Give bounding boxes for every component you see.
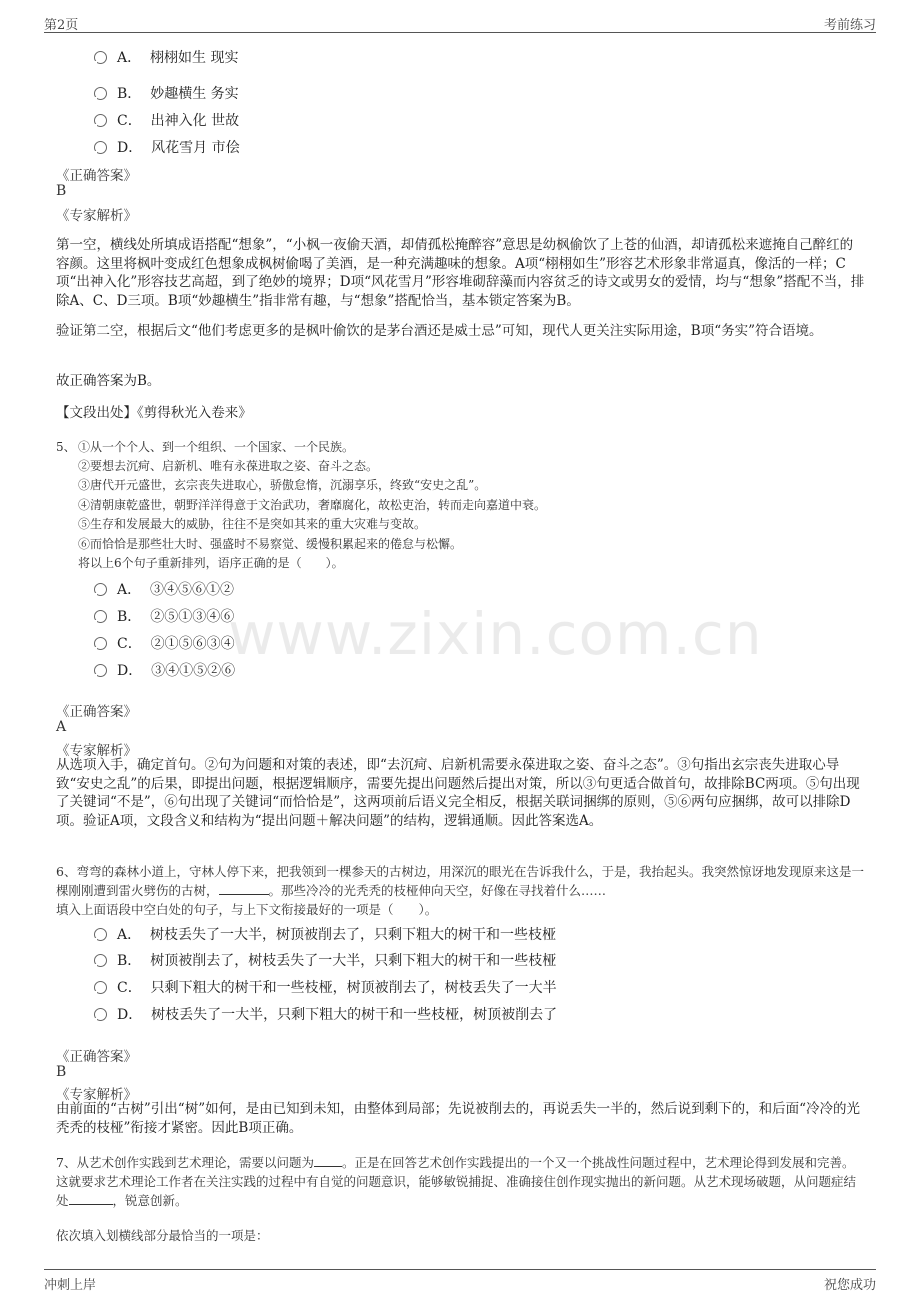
q5-option-c[interactable] <box>94 633 235 653</box>
radio-icon[interactable] <box>94 664 107 677</box>
q4-source: 【文段出处】《剪得秋光入卷来》 <box>56 405 252 421</box>
q4-analysis-p1: 第一空，横线处所填成语搭配“想象”，“小枫一夜偷天酒，却倩孤松掩醉容”意思是幼枫偷饮了上苍的仙酒，却请孤松来遮掩自己醉红的容颜。这里将枫叶变成红色想象成枫树偷喝了美酒，是一种充满趣味的想象。A项“栩栩如生”形容艺术形象非常逼真，像活的一样；C项“出神入化”形容技艺高超，到了绝妙的境界；D项“风花雪月”形容堆砌辞藻而内容贫乏的诗文或男女的爱情，均与“想象”搭配不当，排除A、C、D三项。B项“妙趣横生”指非常有趣，与“想象”搭配恰当，基本锁定答案为B。 <box>56 237 865 309</box>
q5-analysis: 从选项入手，确定首句。②句为问题和对策的表述，即“去沉疴、启新机需要永葆进取之姿、奋斗之态”。③句指出玄宗丧失进取心导致“安史之乱”的后果，即提出问题，根据逻辑顺序，需要先提出问题然后提出对策，所以③句更适合做首句，故排除BC两项。⑤句出现了关键词“不是”，⑥句出现了关键词“而恰恰是”，这两项前后语义完全相反，根据关联词捆绑的原则，⑤⑥两句应捆绑，故可以排除D项。验证A项，文段含义和结构为“提出问题＋解决问题”的结构，逻辑通顺。因此答案选A。 <box>56 757 860 829</box>
option-letter: C． <box>117 113 142 129</box>
q7-number: 7、 <box>56 1155 77 1170</box>
q7-stem-part2: 。正是在回答艺术创作实践提出的一个又一个挑战性问题过程中，艺术理论得到发展和完善。这就要求艺术理论工作者在关注实践的过程中有自觉的问题意识，能够敏锐捕捉、准确接住创作现实抛出的新问题。从艺术现场破题，从问题症结处 <box>56 1155 857 1208</box>
q4-answer: B <box>56 183 67 199</box>
q7-blank-2 <box>69 1204 113 1205</box>
footer-right: 祝您成功 <box>823 1278 876 1293</box>
option-text: 出神入化 世故 <box>150 113 240 129</box>
radio-icon[interactable] <box>94 610 107 623</box>
q5-sentence-4: ④清朝康乾盛世，朝野洋洋得意于文治武功，奢靡腐化，故松吏治，转而走向嘉道中衰。 <box>78 498 547 512</box>
radio-icon[interactable] <box>94 114 107 127</box>
footer-left: 冲刺上岸 <box>44 1278 97 1293</box>
q5-number: 5、 <box>56 440 76 454</box>
q4-option-a[interactable] <box>94 47 238 67</box>
q5-option-d[interactable] <box>94 660 235 680</box>
q5-answer-label: 《正确答案》 <box>56 704 137 720</box>
q6-blank <box>219 894 269 895</box>
q7-stem-part3: ，锐意创新。 <box>112 1193 188 1208</box>
watermark: www.zixin.com.cn <box>228 600 763 668</box>
q6-option-b[interactable] <box>94 950 556 970</box>
q6-stem-part1: 弯弯的森林小道上，守林人停下来，把我领到一棵参天的古树边，用深沉的眼光在告诉我什么，于是，我抬起头。我突然惊讶地发现原来这是一棵刚刚遭到雷火劈伤的古树， <box>56 864 864 898</box>
radio-icon[interactable] <box>94 928 107 941</box>
option-letter: A． <box>117 582 142 598</box>
option-text: 树枝丢失了一大半，树顶被削去了，只剩下粗大的树干和一些枝桠 <box>150 927 557 943</box>
q6-option-d[interactable] <box>94 1004 557 1024</box>
q7-prompt: 依次填入划横线部分最恰当的一项是： <box>56 1228 269 1243</box>
q6-number: 6、 <box>56 864 77 879</box>
option-letter: D． <box>117 1007 143 1023</box>
option-text: ②⑤①③④⑥ <box>150 609 235 625</box>
option-text: 树枝丢失了一大半，只剩下粗大的树干和一些枝桠，树顶被削去了 <box>151 1007 558 1023</box>
option-text: ③④①⑤②⑥ <box>151 663 236 679</box>
radio-icon[interactable] <box>94 1008 107 1021</box>
page-number: 第2页 <box>44 18 79 33</box>
radio-icon[interactable] <box>94 954 107 967</box>
option-text: 风花雪月 市侩 <box>151 140 240 156</box>
option-letter: D． <box>117 140 143 156</box>
q6-stem-part2: 。那些冷冷的光秃秃的枝桠伸向天空，好像在寻找着什么…… <box>268 883 607 898</box>
option-text: 栩栩如生 现实 <box>150 50 239 66</box>
option-letter: B． <box>117 609 142 625</box>
radio-icon[interactable] <box>94 141 107 154</box>
page-header <box>44 10 876 33</box>
q4-option-d[interactable] <box>94 137 240 157</box>
option-text: 妙趣横生 务实 <box>150 86 239 102</box>
q4-analysis-label: 《专家解析》 <box>56 208 137 224</box>
q6-prompt: 填入上面语段中空白处的句子，与上下文衔接最好的一项是（ ）。 <box>56 902 438 917</box>
q6-answer-label: 《正确答案》 <box>56 1049 137 1065</box>
option-text: 只剩下粗大的树干和一些枝桠，树顶被削去了，树枝丢失了一大半 <box>150 980 557 996</box>
q6-analysis-label: 《专家解析》 <box>56 1087 137 1103</box>
option-letter: C． <box>117 980 142 996</box>
q6-option-a[interactable] <box>94 924 556 944</box>
option-letter: B． <box>117 86 142 102</box>
q7-blank-1 <box>314 1166 342 1167</box>
q5-option-a[interactable] <box>94 579 234 599</box>
option-letter: A． <box>117 50 142 66</box>
q6-stem <box>56 862 866 900</box>
radio-icon[interactable] <box>94 87 107 100</box>
q5-option-b[interactable] <box>94 606 234 626</box>
q5-sentence-2: ②要想去沉疴、启新机、唯有永葆进取之姿、奋斗之态。 <box>78 459 379 473</box>
q6-answer: B <box>56 1064 67 1080</box>
q4-option-b[interactable] <box>94 83 239 103</box>
q5-prompt: 将以上6个句子重新排列，语序正确的是（ ）。 <box>78 556 344 570</box>
q4-answer-label: 《正确答案》 <box>56 168 137 184</box>
q7-stem <box>56 1153 866 1210</box>
q5-sentence-5: ⑤生存和发展最大的威胁，往往不是突如其来的重大灾难与变故。 <box>78 517 427 531</box>
q4-analysis-p3: 故正确答案为B。 <box>56 373 161 389</box>
option-letter: D． <box>117 663 143 679</box>
q5-answer: A <box>56 719 67 735</box>
q4-analysis-p2: 验证第二空，根据后文“他们考虑更多的是枫叶偷饮的是茅台酒还是威士忌”可知，现代人更关注实际用途，B项“务实”符合语境。 <box>56 323 823 339</box>
page-footer <box>44 1269 876 1294</box>
q7-stem-part1: 从艺术创作实践到艺术理论，需要以问题为 <box>76 1155 314 1170</box>
q5-sentence-6: ⑥而恰恰是那些壮大时、强盛时不易察觉、缓慢积累起来的倦怠与松懈。 <box>78 537 463 551</box>
radio-icon[interactable] <box>94 981 107 994</box>
option-text: ②①⑤⑥③④ <box>150 636 235 652</box>
q5-analysis-label: 《专家解析》 <box>56 743 137 759</box>
header-title: 考前练习 <box>823 18 876 33</box>
radio-icon[interactable] <box>94 583 107 596</box>
option-text: ③④⑤⑥①② <box>150 582 235 598</box>
option-text: 树顶被削去了，树枝丢失了一大半，只剩下粗大的树干和一些枝桠 <box>150 953 557 969</box>
q5-sentence-1: ①从一个个人、到一个组织、一个国家、一个民族。 <box>78 440 355 454</box>
radio-icon[interactable] <box>94 51 107 64</box>
q5-sentence-3: ③唐代开元盛世，玄宗丧失进取心，骄傲怠惰，沉溺享乐，终致“安史之乱”。 <box>78 478 487 492</box>
q4-option-c[interactable] <box>94 110 239 130</box>
q6-analysis: 由前面的“古树”引出“树”如何，是由已知到未知，由整体到局部；先说被削去的，再说丢失一半的，然后说到剩下的，和后面“冷冷的光秃秃的枝桠”衔接才紧密。因此B项正确。 <box>56 1101 861 1136</box>
option-letter: A． <box>117 927 142 943</box>
q6-option-c[interactable] <box>94 977 557 997</box>
option-letter: B． <box>117 953 142 969</box>
radio-icon[interactable] <box>94 637 107 650</box>
option-letter: C． <box>117 636 142 652</box>
